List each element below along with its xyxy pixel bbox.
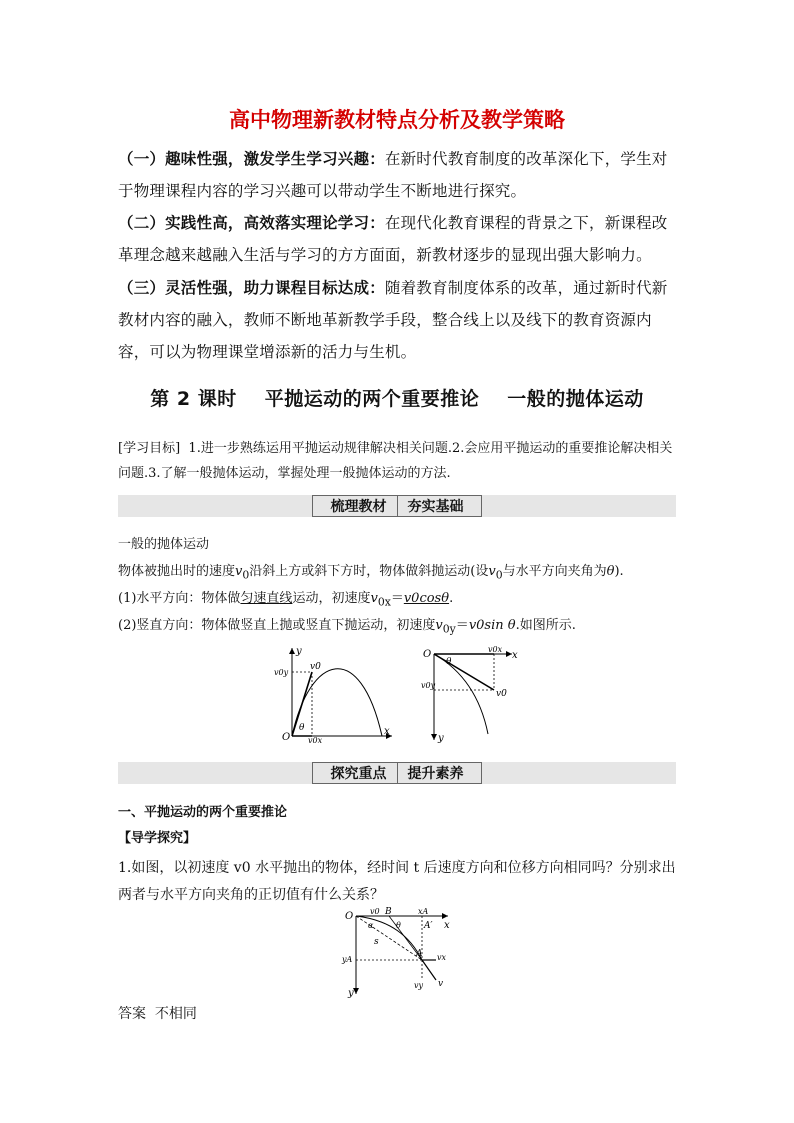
fig3-Aprime: A′ [424, 921, 433, 931]
fig3-theta: θ [396, 921, 401, 930]
fig2-origin: O [423, 649, 432, 660]
fig1-v0y: v0y [274, 668, 289, 677]
fig2-v0x: v0x [488, 645, 503, 654]
fig2-y: y [438, 733, 444, 744]
section-bar-2-label [312, 762, 482, 784]
fig1-v0x: v0x [308, 736, 323, 744]
answer-label: 答案 [118, 1006, 146, 1022]
general-line-3: (2)竖直方向：物体做竖直上抛或竖直下抛运动，初速度$v_{0y}=v0\sin$ θ.如图所示. [118, 618, 576, 636]
fill-blank-2: v0cosθ [403, 591, 450, 606]
fig2-x: x [512, 650, 518, 661]
fig3-y: y [348, 988, 354, 998]
objectives-label: [学习目标] [118, 441, 181, 456]
fig1-y: y [296, 646, 302, 657]
section-bar-1-label [312, 495, 482, 517]
feature-3-text: 随着教育制度体系的改革，通过新时代新教材内容的融入，教师不断地革新教学手段，整合线上以及线下的教育资源内容，可以为物理课堂增添新的活力与生机。 [118, 279, 668, 361]
fig2-v0: v0 [496, 689, 507, 699]
fig3-B: B [385, 907, 392, 917]
answer-text: 不相同 [154, 1006, 197, 1022]
feature-1 [118, 143, 678, 207]
fig3-x: x [444, 920, 450, 931]
general-line-1: 物体被抛出时的速度$v_0$沿斜上方或斜下方时，物体做斜抛运动(设$v_0$与水平方向夹角为θ). [118, 564, 624, 582]
fig2-theta: θ [446, 657, 452, 667]
section-bar-2 [118, 762, 676, 784]
feature-3 [118, 272, 678, 368]
fig1-theta: θ [299, 723, 305, 733]
fig3-xA: xA [418, 907, 429, 916]
feature-3-heading: （三）灵活性强，助力课程目标达成： [118, 279, 385, 297]
feature-2-heading: （二）实践性高，高效落实理论学习： [118, 214, 385, 232]
page-title: 高中物理新教材特点分析及教学策略 [229, 108, 565, 132]
general-heading: 一般的抛体运动 [118, 537, 210, 552]
feature-1-text: 在新时代教育制度的改革深化下，学生对于物理课程内容的学习兴趣可以带动学生不断地进行探究。 [118, 150, 668, 200]
objectives-text: 1.进一步熟练运用平抛运动规律解决相关问题.2.会应用平抛运动的重要推论解决相关问题.3.了解一般抛体运动，掌握处理一般抛体运动的方法. [118, 441, 673, 481]
figure-oblique-upward [270, 644, 400, 744]
figure-oblique-downward [420, 644, 530, 744]
fig1-origin: O [282, 732, 291, 743]
feature-2 [118, 207, 678, 271]
bar1-right: 夯实基础 [407, 499, 464, 515]
feature-1-heading: （一）趣味性强，激发学生学习兴趣： [118, 150, 385, 168]
fig3-alpha: α [368, 921, 374, 930]
fig3-yA: yA [342, 955, 353, 964]
fig3-origin: O [345, 911, 354, 922]
section-bar-1 [118, 495, 676, 517]
fig3-vx: vx [437, 953, 447, 962]
fill-blank-1: 匀速直线 [240, 591, 293, 606]
fig1-x: x [384, 726, 390, 737]
lesson-number: 第 2 课时 [150, 388, 237, 410]
lesson-title [0, 384, 794, 411]
figure-horizontal-projectile [340, 906, 460, 998]
general-line-2: (1)水平方向：物体做匀速直线运动，初速度$v_{0x}=v0\cos\theta$. [118, 591, 454, 609]
lesson-topic-2: 一般的抛体运动 [507, 388, 644, 410]
bar2-left: 探究重点 [330, 766, 387, 782]
fig1-v0: v0 [310, 662, 321, 672]
fig3-vy: vy [414, 981, 424, 990]
bar2-right: 提升素养 [407, 766, 464, 782]
section1-heading: 一、平抛运动的两个重要推论 [118, 805, 288, 820]
fig3-A: A [416, 949, 423, 959]
guide-label: 【导学探究】 [118, 831, 197, 846]
learning-objectives [118, 436, 678, 486]
fig3-v0: v0 [370, 907, 380, 916]
bar1-left: 梳理教材 [330, 499, 387, 515]
lesson-topic-1: 平抛运动的两个重要推论 [264, 388, 480, 410]
fig2-v0y: v0y [421, 681, 436, 690]
answer [118, 1002, 678, 1027]
question-1: 1.如图，以初速度 v0 水平抛出的物体，经时间 t 后速度方向和位移方向相同吗？分别求出两者与水平方向夹角的正切值有什么关系？ [118, 860, 676, 903]
fig3-v: v [438, 979, 444, 989]
feature-2-text: 在现代化教育课程的背景之下，新课程改革理念越来越融入生活与学习的方方面面，新教材逐步的显现出强大影响力。 [118, 214, 668, 264]
fig3-s: s [374, 937, 379, 947]
